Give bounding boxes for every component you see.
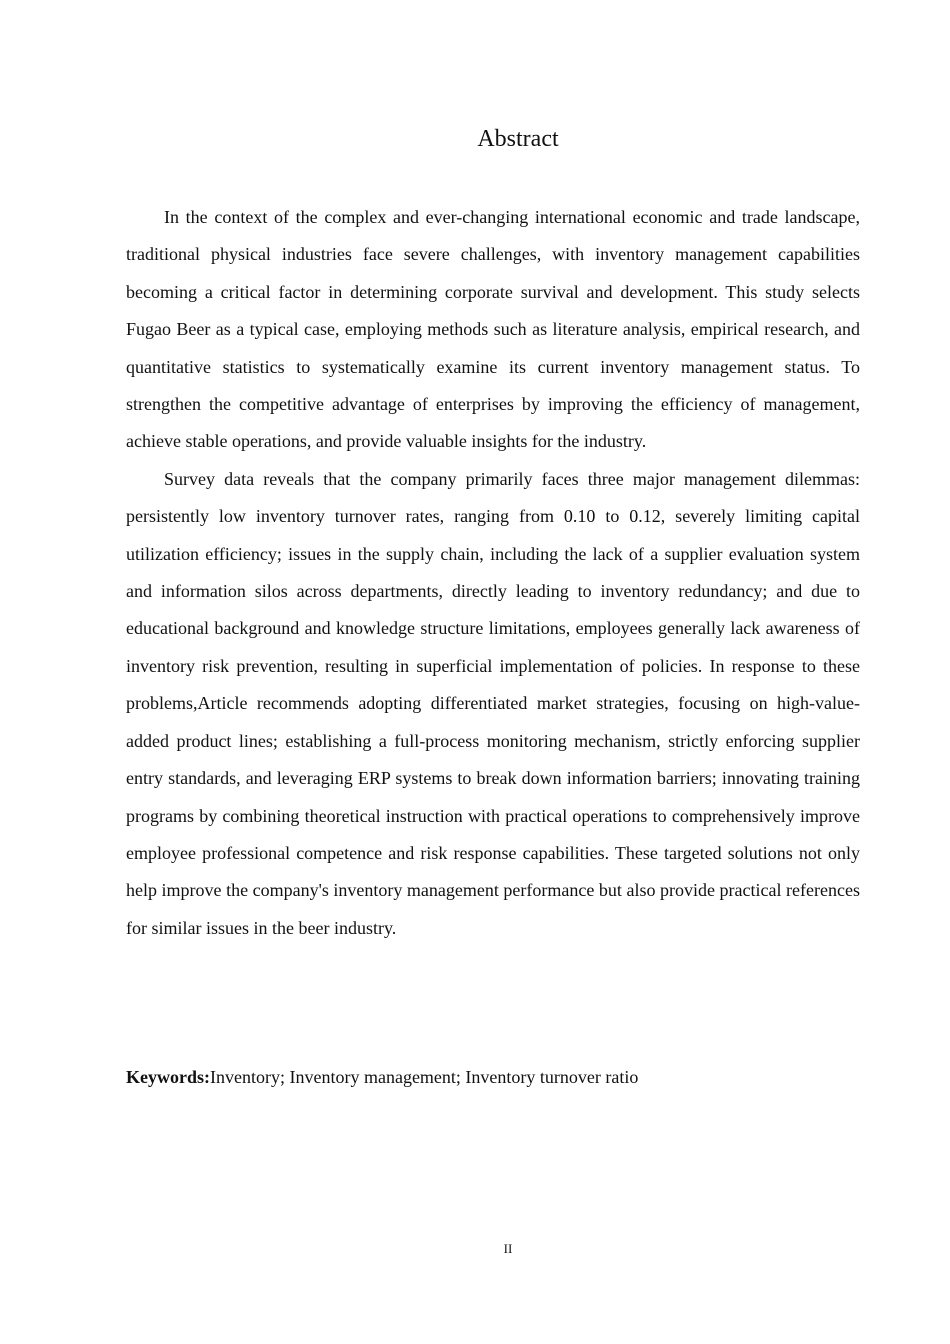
keywords-text: Inventory; Inventory management; Inventory turnover ratio: [210, 1067, 639, 1087]
keywords-label: Keywords:: [126, 1067, 210, 1087]
abstract-paragraph-2: Survey data reveals that the company primarily faces three major management dilemmas: persistently low inventory turnover rates, ranging from 0.10 to 0.12, severely limiting capital utilization efficiency; issues in the supply chain, including the lack of a supplier evaluation system and information silos across departments, directly leading to inventory redundancy; and due to educational background and knowledge structure limitations, employees generally lack awareness of inventory risk prevention, resulting in superficial implementation of policies. In response to these problems,Article recommends adopting differentiated market strategies, focusing on high-value-added product lines; establishing a full-process monitoring mechanism, strictly enforcing supplier entry standards, and leveraging ERP systems to break down information barriers; innovating training programs by combining theoretical instruction with practical operations to comprehensively improve employee professional competence and risk response capabilities. These targeted solutions not only help improve the company's inventory management performance but also provide practical references for similar issues in the beer industry.: [126, 468, 860, 938]
abstract-body: [126, 199, 860, 947]
keywords-line: [126, 1064, 860, 1090]
abstract-title: Abstract: [477, 126, 559, 152]
abstract-paragraph-1: In the context of the complex and ever-changing international economic and trade landscape, traditional physical industries face severe challenges, with inventory management capabilities becoming a critical factor in determining corporate survival and development. This study selects Fugao Beer as a typical case, employing methods such as literature analysis, empirical research, and quantitative statistics to systematically examine its current inventory management status. To strengthen the competitive advantage of enterprises by improving the efficiency of management, achieve stable operations, and provide valuable insights for the industry.: [126, 207, 860, 452]
page-number: II: [503, 1241, 513, 1256]
